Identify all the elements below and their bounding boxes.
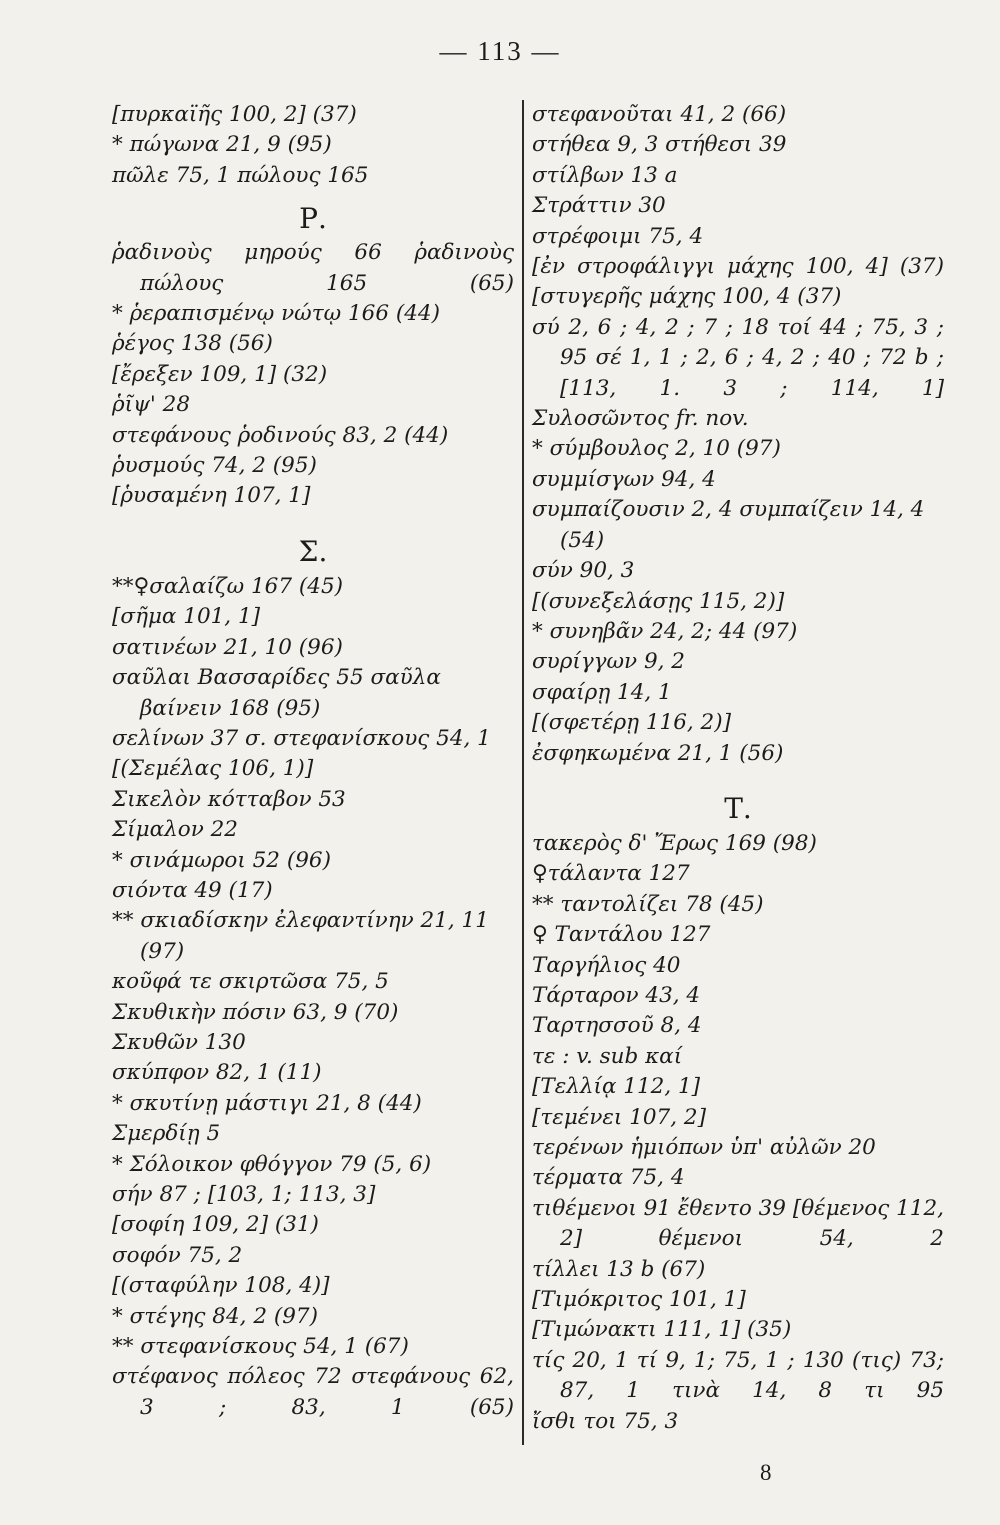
index-entry: τίς 20, 1 τί 9, 1; 75, 1 ; 130 (τις) 73; 87, 1 τινὰ 14, 8 τι 95	[532, 1347, 944, 1404]
index-entry: [σοφίη 109, 2] (31)	[112, 1212, 319, 1238]
index-entry: σύ 2, 6 ; 4, 2 ; 7 ; 18 τοί 44 ; 75, 3 ; 95 σέ 1, 1 ; 2, 6 ; 4, 2 ; 40 ; 72 b ; [113, 1. 3 ; 114, 1]	[532, 314, 944, 401]
index-entry: ῥέγος 138 (56)	[112, 331, 273, 357]
index-entry: στίλβων 13 a	[532, 162, 678, 188]
printer-signature: 8	[760, 1460, 772, 1485]
index-entry: [Τιμόκριτος 101, 1]	[532, 1287, 746, 1313]
index-entry: [Τιμώνακτι 111, 1] (35)	[532, 1317, 792, 1343]
index-entry: σοφόν 75, 2	[112, 1242, 243, 1268]
index-entry: ** σκιαδίσκην ἐλεφαντίνην 21, 11 (97)	[112, 908, 489, 964]
index-entry: * συνηβᾶν 24, 2; 44 (97)	[532, 618, 798, 644]
index-entry: Συλοσῶντος fr. nov.	[532, 406, 749, 432]
index-entry: στήθεα 9, 3 στήθεσι 39	[532, 132, 787, 158]
index-entry: ῥῖψ' 28	[112, 392, 191, 418]
index-entry: συρίγγων 9, 2	[532, 649, 685, 675]
index-entry: [(συνεξελάσῃς 115, 2)]	[532, 588, 785, 614]
index-entry: [Τελλίᾳ 112, 1]	[532, 1074, 701, 1100]
index-entry: Σμερδίῃ 5	[112, 1121, 221, 1147]
right-column	[532, 100, 944, 1437]
index-entry: πῶλε 75, 1 πώλους 165	[112, 162, 369, 188]
section-heading-sigma: Σ.	[298, 534, 328, 568]
index-entry: στεφανοῦται 41, 2 (66)	[532, 102, 787, 127]
index-entry: στρέφοιμι 75, 4	[532, 223, 704, 249]
index-entry: σατινέων 21, 10 (96)	[112, 634, 343, 660]
index-entry: ῥυσμούς 74, 2 (95)	[112, 453, 317, 479]
index-entry: * Σόλοικον φθόγγον 79 (5, 6)	[112, 1151, 432, 1177]
index-entry: * σύμβουλος 2, 10 (97)	[532, 436, 781, 462]
index-entry: ῥαδινοὺς μηρούς 66 ῥαδινοὺς πώλους 165 (65)	[112, 240, 514, 296]
index-entry: στέφανος πόλεος 72 στεφάνους 62, 3 ; 83, 1 (65)	[112, 1364, 514, 1420]
index-entry: Σικελὸν κότταβον 53	[112, 786, 346, 812]
index-entry: τακερὸς δ' Ἔρως 169 (98)	[532, 830, 817, 856]
index-entry: σκύπφον 82, 1 (11)	[112, 1060, 322, 1086]
index-entry: σύν 90, 3	[532, 558, 635, 584]
index-entry: τέρματα 75, 4	[532, 1165, 685, 1191]
index-entry: σήν 87 ; [103, 1; 113, 3]	[112, 1182, 376, 1207]
index-entry: [ἐν στροφάλιγγι μάχης 100, 4] (37)	[532, 254, 944, 280]
index-entry: ** στεφανίσκους 54, 1 (67)	[112, 1334, 409, 1360]
index-entry: [τεμένει 107, 2]	[532, 1104, 706, 1130]
index-entry: ἴσθι τοι 75, 3	[532, 1408, 679, 1434]
index-entry: κοῦφά τε σκιρτῶσα 75, 5	[112, 969, 389, 995]
index-entry: **♀σαλαίζω 167 (45)	[112, 573, 344, 599]
index-entry: * στέγης 84, 2 (97)	[112, 1303, 318, 1329]
index-entry: ♀ Ταντάλου 127	[532, 922, 711, 948]
index-entry: Σίμαλον 22	[112, 817, 238, 843]
index-entry: [στυγερῆς μάχης 100, 4 (37)	[532, 284, 842, 310]
index-entry: σιόντα 49 (17)	[112, 877, 273, 903]
index-entry: [ἔρεξεν 109, 1] (32)	[112, 361, 328, 387]
index-entry: Στράττιν 30	[532, 193, 666, 219]
index-entry: [(σφετέρῃ 116, 2)]	[532, 710, 731, 736]
index-entry: ♀τάλαντα 127	[532, 861, 690, 887]
column-divider	[522, 100, 524, 1445]
index-entry: * ῥεραπισμένῳ νώτῳ 166 (44)	[112, 301, 440, 327]
index-entry: [ῥυσαμένη 107, 1]	[112, 483, 311, 509]
index-entry: Ταρτησσοῦ 8, 4	[532, 1013, 702, 1039]
index-entry: Τάρταρον 43, 4	[532, 982, 701, 1008]
section-heading-tau: Τ.	[724, 791, 752, 825]
index-entry: * σινάμωροι 52 (96)	[112, 847, 331, 873]
index-entry: συμμίσγων 94, 4	[532, 466, 716, 492]
index-entry: [(Σεμέλας 106, 1)]	[112, 756, 314, 782]
index-entry: [(σταφύλην 108, 4)]	[112, 1273, 330, 1299]
index-entry: [πυρκαϊῆς 100, 2] (37)	[112, 102, 357, 127]
index-entry: συμπαίζουσιν 2, 4 συμπαίζειν 14, 4 (54)	[532, 497, 925, 553]
index-entry: τιθέμενοι 91 ἔθεντο 39 [θέμενος 112, 2] θέμενοι 54, 2	[532, 1195, 944, 1252]
index-entry: τε : v. sub καί	[532, 1043, 683, 1069]
index-entry: σφαίρῃ 14, 1	[532, 679, 672, 705]
index-entry: * σκυτίνῃ μάστιγι 21, 8 (44)	[112, 1090, 422, 1116]
index-entry: τίλλει 13 b (67)	[532, 1256, 706, 1282]
section-heading-rho: Ρ.	[299, 202, 327, 236]
left-column	[112, 100, 514, 1423]
page-number: — 113 —	[439, 36, 561, 66]
index-entry: στεφάνους ῥοδινούς 83, 2 (44)	[112, 422, 449, 448]
index-entry: ** ταντολίζει 78 (45)	[532, 891, 764, 917]
index-entry: σελίνων 37 σ. στεφανίσκους 54, 1	[112, 725, 491, 751]
index-entry: ἐσφηκωμένα 21, 1 (56)	[532, 740, 784, 766]
index-entry: Σκυθικὴν πόσιν 63, 9 (70)	[112, 999, 399, 1025]
index-entry: Ταργήλιος 40	[532, 952, 681, 978]
index-entry: [σῆμα 101, 1]	[112, 604, 261, 630]
index-entry: τερένων ἡμιόπων ὑπ' αὐλῶν 20	[532, 1135, 876, 1160]
index-entry: Σκυθῶν 130	[112, 1029, 246, 1055]
index-entry: * πώγωνα 21, 9 (95)	[112, 132, 332, 158]
index-entry: σαῦλαι Βασσαρίδες 55 σαῦλα βαίνειν 168 (95)	[112, 665, 441, 721]
